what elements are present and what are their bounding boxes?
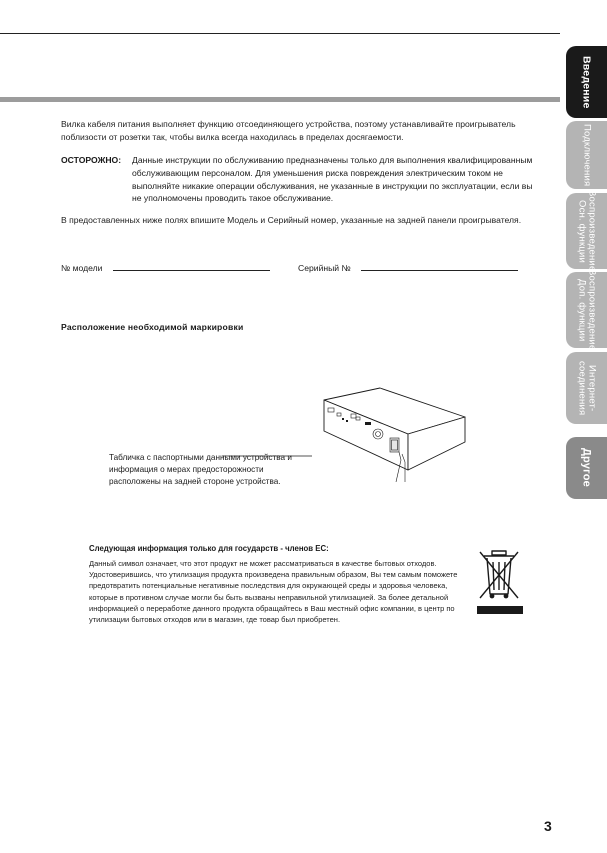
tab-playback-advanced[interactable] [566,269,607,351]
serial-label: Серийный № [298,263,351,273]
model-label: № модели [61,263,103,273]
serial-blank-line[interactable] [361,270,518,271]
device-rear-illustration [318,372,468,482]
page-number: 3 [544,818,552,834]
tab-connections[interactable] [566,121,607,189]
ec-info-text: Данный символ означает, что этот продукт не может рассматриваться в качестве бытовых отходов. Удостоверившись, что утилизация продукта произведена правильным образом, Вы тем самым поможете предотвратить потенциальные негативные последствия для окружающей среды и здоровья человека, которые в противном случае могли бы быть вызваны неправильной утилизацией. За более детальной информацией о переработке данного продукта обращайтесь в Ваш местный офис компании, в центр по утилизации бытовых отходов или в магазин, где товар был приобретен. [89,559,458,625]
tab-internet[interactable] [566,352,607,424]
caution-text: Данные инструкции по обслуживанию предназначены только для выполнения квалифицированным обслуживающим персоналом. Для уменьшения риска повреждения электрическим током не выполняйте никакие операции обслуживания, не указанные в инструкции по эксплуатации, если вы не уполномочены проводить такое обслуживание. [132,155,533,204]
tab-label: Воспроизведение Доп. функции [576,269,598,351]
tab-label: Другое [580,448,593,488]
tab-label: Воспроизведение Осн. функции [576,190,598,272]
tab-introduction[interactable] [566,46,607,118]
plug-paragraph: Вилка кабеля питания выполняет функцию отсоединяющего устройства, поэтому устанавливайте проигрыватель поблизости от розетки так, чтобы вилка всегда находилась в пределах досягаемости. [61,119,516,142]
header-band [0,97,560,102]
fields-paragraph: В предоставленных ниже полях впишите Модель и Серийный номер, указанные на задней панели проигрывателя. [61,215,522,225]
tab-label: Введение [580,55,593,109]
ec-info-title: Следующая информация только для государств - членов ЕС: [89,544,329,553]
marking-title: Расположение необходимой маркировки [61,322,244,332]
tab-playback-basic[interactable] [566,190,607,272]
tab-other[interactable] [566,437,607,499]
top-rule [0,33,560,34]
tab-label: Интернет- соединения [576,360,598,416]
weee-bin-icon [475,548,525,618]
tab-label: Подключения [581,123,593,187]
rating-label-callout: Табличка с паспортными данными устройства и информация о мерах предосторожности расположены на задней стороне устройства. [109,453,292,486]
caution-label: ОСТОРОЖНО: [61,155,122,165]
model-blank-line[interactable] [113,270,270,271]
